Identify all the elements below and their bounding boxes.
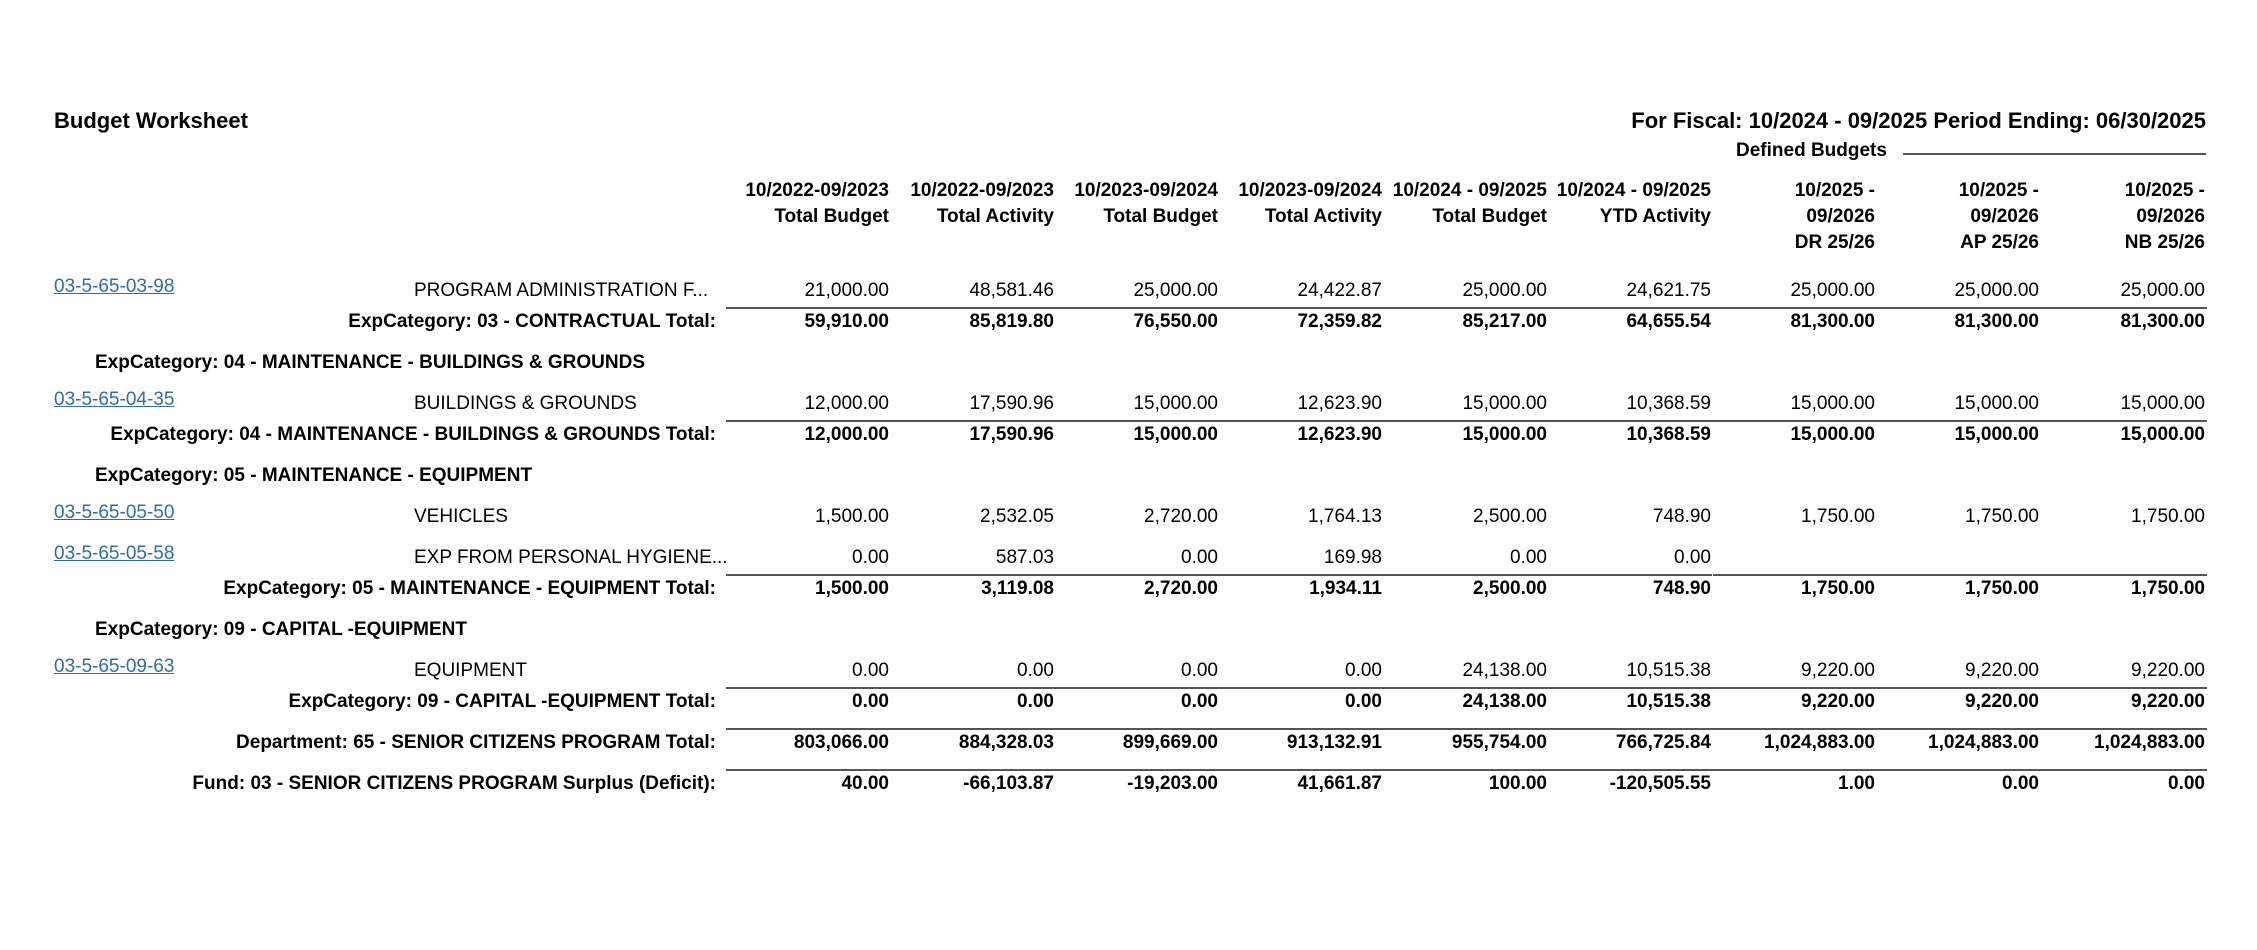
total-label: ExpCategory: 05 - MAINTENANCE - EQUIPMENT Total: xyxy=(223,578,716,599)
total-amount-cell: 15,000.00 xyxy=(1133,424,1218,445)
total-amount-cell: 10,515.38 xyxy=(1626,691,1711,712)
amount-cell: 2,500.00 xyxy=(1473,506,1547,527)
amount-cell: 0.00 xyxy=(852,660,889,681)
total-amount-cell: 0.00 xyxy=(852,691,889,712)
total-amount-cell: 17,590.96 xyxy=(969,424,1054,445)
amount-cell: 1,750.00 xyxy=(1801,506,1875,527)
total-amount-cell: 2,720.00 xyxy=(1144,578,1218,599)
defined-budgets-label: Defined Budgets xyxy=(1736,140,1887,161)
column-header-line1: 10/2023-09/2024 xyxy=(1238,180,1382,201)
account-link[interactable]: 03-5-65-03-98 xyxy=(54,276,175,297)
total-label: ExpCategory: 04 - MAINTENANCE - BUILDINGS & GROUNDS Total: xyxy=(110,424,716,445)
total-amount-cell: -66,103.87 xyxy=(963,773,1054,794)
subtotal-rule xyxy=(726,574,1712,576)
amount-cell: 24,422.87 xyxy=(1297,280,1382,301)
subtotal-rule xyxy=(726,420,2207,422)
total-label: ExpCategory: 03 - CONTRACTUAL Total: xyxy=(348,311,716,332)
defined-budgets-rule xyxy=(1903,153,2206,155)
total-amount-cell: 0.00 xyxy=(2168,773,2205,794)
amount-cell: 9,220.00 xyxy=(2131,660,2205,681)
total-amount-cell: 766,725.84 xyxy=(1615,732,1711,753)
column-header-5 xyxy=(1389,178,1547,230)
total-amount-cell: 1.00 xyxy=(1838,773,1875,794)
column-header-2 xyxy=(896,178,1054,230)
total-amount-cell: 9,220.00 xyxy=(1801,691,1875,712)
total-amount-cell: 12,623.90 xyxy=(1297,424,1382,445)
total-amount-cell: 0.00 xyxy=(1345,691,1382,712)
total-amount-cell: 85,819.80 xyxy=(969,311,1054,332)
amount-cell: 0.00 xyxy=(1181,660,1218,681)
total-amount-cell: 10,368.59 xyxy=(1626,424,1711,445)
column-header-line3: NB 25/26 xyxy=(2124,232,2205,253)
column-header-line2: Total Budget xyxy=(774,206,889,227)
total-amount-cell: 0.00 xyxy=(1181,691,1218,712)
column-header-line1: 10/2025 - xyxy=(1958,180,2039,201)
subtotal-rule xyxy=(726,769,2207,771)
column-header-line3: AP 25/26 xyxy=(1960,232,2039,253)
column-header-line2: Total Budget xyxy=(1432,206,1547,227)
total-label: Department: 65 - SENIOR CITIZENS PROGRAM Total: xyxy=(236,732,716,753)
total-amount-cell: 955,754.00 xyxy=(1451,732,1547,753)
fiscal-period-title: For Fiscal: 10/2024 - 09/2025 Period Ending: 06/30/2025 xyxy=(1631,108,2206,133)
column-header-line1: 10/2024 - 09/2025 xyxy=(1392,180,1547,201)
amount-cell: 0.00 xyxy=(1345,660,1382,681)
total-amount-cell: 884,328.03 xyxy=(958,732,1054,753)
total-amount-cell: 85,217.00 xyxy=(1462,311,1547,332)
total-amount-cell: 24,138.00 xyxy=(1462,691,1547,712)
column-header-7 xyxy=(1717,178,1875,256)
column-header-line2: 09/2026 xyxy=(1970,206,2039,227)
amount-cell: 15,000.00 xyxy=(1133,393,1218,414)
column-header-line2: Total Activity xyxy=(936,206,1054,227)
amount-cell: 15,000.00 xyxy=(1790,393,1875,414)
subtotal-rule xyxy=(726,687,2207,689)
amount-cell: 0.00 xyxy=(1674,547,1711,568)
total-amount-cell: 64,655.54 xyxy=(1626,311,1711,332)
amount-cell: 1,764.13 xyxy=(1308,506,1382,527)
amount-cell: 25,000.00 xyxy=(1133,280,1218,301)
column-header-line3: DR 25/26 xyxy=(1794,232,1875,253)
category-heading: ExpCategory: 05 - MAINTENANCE - EQUIPMENT xyxy=(95,465,533,486)
total-amount-cell: 81,300.00 xyxy=(1954,311,2039,332)
total-amount-cell: 913,132.91 xyxy=(1286,732,1382,753)
category-heading: ExpCategory: 04 - MAINTENANCE - BUILDINGS & GROUNDS xyxy=(95,352,645,373)
line-item-description: EXP FROM PERSONAL HYGIENE... xyxy=(414,547,728,568)
column-header-line1: 10/2023-09/2024 xyxy=(1074,180,1218,201)
total-amount-cell: 15,000.00 xyxy=(1462,424,1547,445)
total-amount-cell: 1,024,883.00 xyxy=(1928,732,2039,753)
total-amount-cell: 72,359.82 xyxy=(1297,311,1382,332)
column-header-line1: 10/2025 - xyxy=(2124,180,2205,201)
total-amount-cell: 9,220.00 xyxy=(2131,691,2205,712)
total-amount-cell: 1,024,883.00 xyxy=(1764,732,1875,753)
total-amount-cell: 15,000.00 xyxy=(1954,424,2039,445)
amount-cell: 10,515.38 xyxy=(1626,660,1711,681)
total-amount-cell: 803,066.00 xyxy=(793,732,889,753)
amount-cell: 25,000.00 xyxy=(1790,280,1875,301)
column-header-line1: 10/2022-09/2023 xyxy=(910,180,1054,201)
amount-cell: 1,500.00 xyxy=(815,506,889,527)
amount-cell: 21,000.00 xyxy=(804,280,889,301)
column-header-line1: 10/2022-09/2023 xyxy=(745,180,889,201)
total-amount-cell: 1,750.00 xyxy=(1801,578,1875,599)
amount-cell: 748.90 xyxy=(1652,506,1711,527)
category-heading: ExpCategory: 09 - CAPITAL -EQUIPMENT xyxy=(95,619,467,640)
column-header-line2: 09/2026 xyxy=(2136,206,2205,227)
total-amount-cell: -19,203.00 xyxy=(1127,773,1218,794)
total-amount-cell: 1,750.00 xyxy=(2131,578,2205,599)
amount-cell: 48,581.46 xyxy=(969,280,1054,301)
amount-cell: 2,720.00 xyxy=(1144,506,1218,527)
amount-cell: 0.00 xyxy=(852,547,889,568)
total-amount-cell: 1,750.00 xyxy=(1965,578,2039,599)
total-amount-cell: 748.90 xyxy=(1652,578,1711,599)
total-amount-cell: 12,000.00 xyxy=(804,424,889,445)
amount-cell: 15,000.00 xyxy=(1954,393,2039,414)
subtotal-rule xyxy=(726,728,2207,730)
line-item-description: VEHICLES xyxy=(414,506,508,527)
amount-cell: 25,000.00 xyxy=(1954,280,2039,301)
total-amount-cell: 76,550.00 xyxy=(1133,311,1218,332)
account-link[interactable]: 03-5-65-04-35 xyxy=(54,389,175,410)
subtotal-rule xyxy=(726,307,2207,309)
account-link[interactable]: 03-5-65-05-58 xyxy=(54,543,175,564)
amount-cell: 0.00 xyxy=(1181,547,1218,568)
total-amount-cell: 899,669.00 xyxy=(1122,732,1218,753)
amount-cell: 24,621.75 xyxy=(1626,280,1711,301)
line-item-description: EQUIPMENT xyxy=(414,660,527,681)
amount-cell: 587.03 xyxy=(995,547,1054,568)
amount-cell: 1,750.00 xyxy=(1965,506,2039,527)
amount-cell: 9,220.00 xyxy=(1801,660,1875,681)
total-amount-cell: 1,500.00 xyxy=(815,578,889,599)
line-item-description: BUILDINGS & GROUNDS xyxy=(414,393,637,414)
total-amount-cell: 41,661.87 xyxy=(1297,773,1382,794)
report-title: Budget Worksheet xyxy=(54,108,248,133)
total-amount-cell: 100.00 xyxy=(1488,773,1547,794)
amount-cell: 25,000.00 xyxy=(2120,280,2205,301)
total-amount-cell: 40.00 xyxy=(841,773,889,794)
account-link[interactable]: 03-5-65-05-50 xyxy=(54,502,175,523)
amount-cell: 17,590.96 xyxy=(969,393,1054,414)
total-amount-cell: 1,024,883.00 xyxy=(2094,732,2205,753)
column-header-line1: 10/2024 - 09/2025 xyxy=(1556,180,1711,201)
total-label: ExpCategory: 09 - CAPITAL -EQUIPMENT Total: xyxy=(288,691,716,712)
amount-cell: 9,220.00 xyxy=(1965,660,2039,681)
column-header-1 xyxy=(731,178,889,230)
total-amount-cell: 0.00 xyxy=(2002,773,2039,794)
column-header-line2: Total Budget xyxy=(1103,206,1218,227)
total-amount-cell: 9,220.00 xyxy=(1965,691,2039,712)
total-amount-cell: 15,000.00 xyxy=(2120,424,2205,445)
amount-cell: 169.98 xyxy=(1323,547,1382,568)
column-header-line2: 09/2026 xyxy=(1806,206,1875,227)
column-header-8 xyxy=(1881,178,2039,256)
total-label: Fund: 03 - SENIOR CITIZENS PROGRAM Surplus (Deficit): xyxy=(192,773,716,794)
total-amount-cell: 1,934.11 xyxy=(1309,578,1382,599)
column-header-9 xyxy=(2047,178,2205,256)
total-amount-cell: -120,505.55 xyxy=(1609,773,1711,794)
column-header-4 xyxy=(1224,178,1382,230)
amount-cell: 15,000.00 xyxy=(1462,393,1547,414)
amount-cell: 10,368.59 xyxy=(1626,393,1711,414)
subtotal-rule xyxy=(1713,574,2207,576)
column-header-3 xyxy=(1060,178,1218,230)
amount-cell: 24,138.00 xyxy=(1462,660,1547,681)
total-amount-cell: 2,500.00 xyxy=(1473,578,1547,599)
total-amount-cell: 81,300.00 xyxy=(1790,311,1875,332)
column-header-line1: 10/2025 - xyxy=(1794,180,1875,201)
amount-cell: 15,000.00 xyxy=(2120,393,2205,414)
column-header-6 xyxy=(1553,178,1711,230)
amount-cell: 12,623.90 xyxy=(1297,393,1382,414)
total-amount-cell: 3,119.08 xyxy=(981,578,1054,599)
total-amount-cell: 0.00 xyxy=(1017,691,1054,712)
column-header-line2: YTD Activity xyxy=(1599,206,1711,227)
amount-cell: 25,000.00 xyxy=(1462,280,1547,301)
amount-cell: 2,532.05 xyxy=(980,506,1054,527)
line-item-description: PROGRAM ADMINISTRATION F... xyxy=(414,280,709,301)
amount-cell: 12,000.00 xyxy=(804,393,889,414)
amount-cell: 0.00 xyxy=(1510,547,1547,568)
total-amount-cell: 59,910.00 xyxy=(804,311,889,332)
account-link[interactable]: 03-5-65-09-63 xyxy=(54,656,175,677)
column-header-line2: Total Activity xyxy=(1264,206,1382,227)
amount-cell: 0.00 xyxy=(1017,660,1054,681)
total-amount-cell: 81,300.00 xyxy=(2120,311,2205,332)
amount-cell: 1,750.00 xyxy=(2131,506,2205,527)
total-amount-cell: 15,000.00 xyxy=(1790,424,1875,445)
